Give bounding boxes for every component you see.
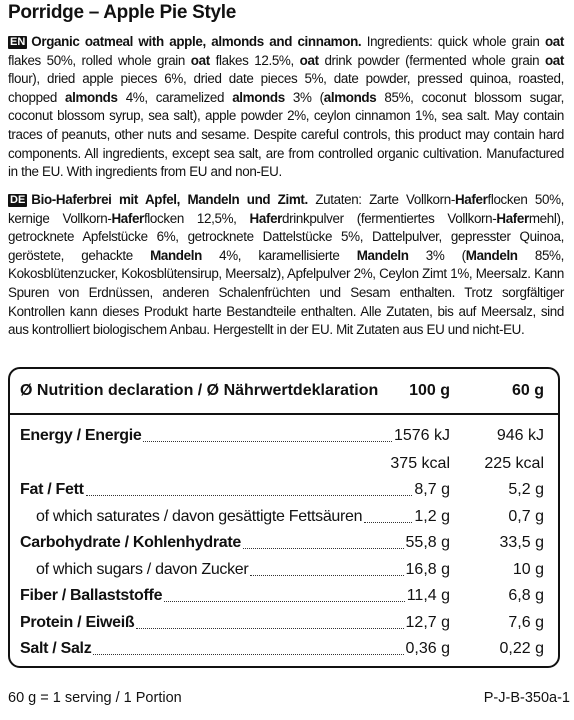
lang-badge-de: DE <box>10 194 26 206</box>
dot-leader <box>364 522 412 523</box>
ingredients-de-text <box>8 192 564 337</box>
en-segment: drink powder (fermented whole grain <box>318 52 545 68</box>
nutrient-label: Fiber / Ballaststoffe <box>20 587 163 604</box>
value-per-100g: 375 kcal <box>390 455 450 472</box>
value-per-60g: 225 kcal <box>484 455 544 472</box>
nutrient-label: of which sugars / davon Zucker <box>36 561 249 578</box>
en-segment: oat <box>190 52 210 68</box>
de-segment: Mandeln <box>465 247 518 263</box>
value-per-100g: 8,7 g <box>414 481 450 498</box>
de-segment: Hafer <box>111 210 144 226</box>
de-segment: Hafer <box>454 192 488 207</box>
en-segment: flakes 12.5%, <box>209 52 300 68</box>
de-segment: 85%, Kokosblütenzucker, Kokosblütensirup, Meersalz), Apfelpulver 2%, Ceylon Zimt 1%, Meersalz. Kann Spuren von Erdnüssen, anderen Schalenfrüchten und Sesam enthalten. Trotz sorgfältiger Kontrollen kann dieses Produkt harte Bestandteile enthalten. Alle Zutaten, bis auf Meersalz, sind aus kontrolliert biologischem Anbau. Hergestellt in der EU. Mit Zutaten aus EU und nicht-EU. <box>8 247 564 338</box>
value-per-60g: 6,8 g <box>508 587 544 604</box>
dot-leader <box>243 548 404 549</box>
nutrient-label: of which saturates / davon gesättigte Fettsäuren <box>36 508 363 525</box>
dot-leader <box>86 495 412 496</box>
dot-leader <box>164 601 405 602</box>
nutrient-label: Salt / Salz <box>20 640 92 657</box>
en-segment: Ingredients: quick whole grain <box>361 34 545 49</box>
value-per-60g: 946 kJ <box>496 427 544 444</box>
product-title: Porridge – Apple Pie Style <box>8 2 237 23</box>
en-segment: almonds <box>65 89 118 105</box>
de-segment: Bio-Haferbrei mit Apfel, Mandeln und Zimt. <box>31 192 308 207</box>
de-segment: Hafer <box>496 210 529 226</box>
nutrient-label: Fat / Fett <box>20 481 84 498</box>
de-segment: flocken 12,5%, <box>143 210 250 226</box>
nutrition-table <box>8 367 560 668</box>
value-per-100g: 0,36 g <box>405 640 450 657</box>
en-segment: almonds <box>323 89 377 105</box>
de-segment: flocken 50%, kernige Vollkorn- <box>8 192 564 226</box>
de-segment: Hafer <box>249 210 283 226</box>
value-per-100g: 12,7 g <box>405 614 450 631</box>
de-segment: mehl), getrocknete Apfelstücke 6%, getrocknete Dattelstücke 5%, Dattelpulver, gepresster Quinoa, geröstete, gehackte <box>8 210 564 263</box>
value-per-100g: 11,4 g <box>406 587 450 604</box>
nutrition-header <box>10 369 558 415</box>
nutrient-label: Energy / Energie <box>20 427 142 444</box>
ingredients-en-text <box>8 34 564 179</box>
nutrition-header-title: Ø Nutrition declaration / Ø Nährwertdeklaration <box>20 382 379 399</box>
value-per-60g: 33,5 g <box>499 534 544 551</box>
col-60g-header: 60 g <box>511 382 544 399</box>
de-segment: Zutaten: Zarte Vollkorn- <box>307 192 455 207</box>
de-segment: 4%, karamellisierte <box>201 247 357 263</box>
en-segment: flour), dried apple pieces 6%, dried date pieces 5%, date powder, pressed quinoa, roasted, chopped <box>8 71 564 105</box>
dot-leader <box>250 575 404 576</box>
value-per-100g: 55,8 g <box>405 534 450 551</box>
product-code: P-J-B-350a-1 <box>483 690 570 706</box>
value-per-60g: 0,7 g <box>508 508 544 525</box>
en-segment: oat <box>544 34 564 49</box>
value-per-100g: 1,2 g <box>414 508 450 525</box>
de-segment: Mandeln <box>356 247 409 263</box>
dot-leader <box>143 441 392 442</box>
value-per-60g: 0,22 g <box>499 640 544 657</box>
de-segment: drinkpulver (fermentiertes Vollkorn- <box>282 210 497 226</box>
ingredients-de <box>8 191 564 340</box>
en-segment: oat <box>299 52 319 68</box>
lang-badge-en: EN <box>10 36 26 48</box>
en-segment: flakes 50%, rolled whole grain <box>8 52 191 68</box>
value-per-60g: 7,6 g <box>508 614 544 631</box>
de-segment: Mandeln <box>150 247 202 263</box>
en-segment: 4%, caramelized <box>117 89 233 105</box>
en-segment: oat <box>544 52 564 68</box>
dot-leader <box>136 628 404 629</box>
en-segment: 85%, coconut blossom sugar, coconut blossom syrup, sea salt), apple powder 2%, ceylon cinnamon 1%, sea salt. May contain traces of peanuts, other nuts and sesame. Despite careful controls, this product may contain hard components. All ingredients, except sea salt, are from controlled organic cultivation. Manufactured in the EU. With ingredients from EU and non-EU. <box>8 89 564 180</box>
value-per-60g: 10 g <box>512 561 544 578</box>
nutrient-label: Carbohydrate / Kohlenhydrate <box>20 534 241 551</box>
value-per-100g: 16,8 g <box>405 561 450 578</box>
en-segment: Organic oatmeal with apple, almonds and cinnamon. <box>31 34 362 49</box>
en-segment: 3% ( <box>284 89 324 105</box>
nutrient-label: Protein / Eiweiß <box>20 614 135 631</box>
dot-leader <box>93 654 404 655</box>
col-100g-header: 100 g <box>409 382 450 399</box>
serving-info: 60 g = 1 serving / 1 Portion <box>8 690 182 706</box>
ingredients-en <box>8 33 564 182</box>
value-per-60g: 5,2 g <box>508 481 544 498</box>
en-segment: almonds <box>232 89 285 105</box>
value-per-100g: 1576 kJ <box>393 427 450 444</box>
de-segment: 3% ( <box>408 247 466 263</box>
